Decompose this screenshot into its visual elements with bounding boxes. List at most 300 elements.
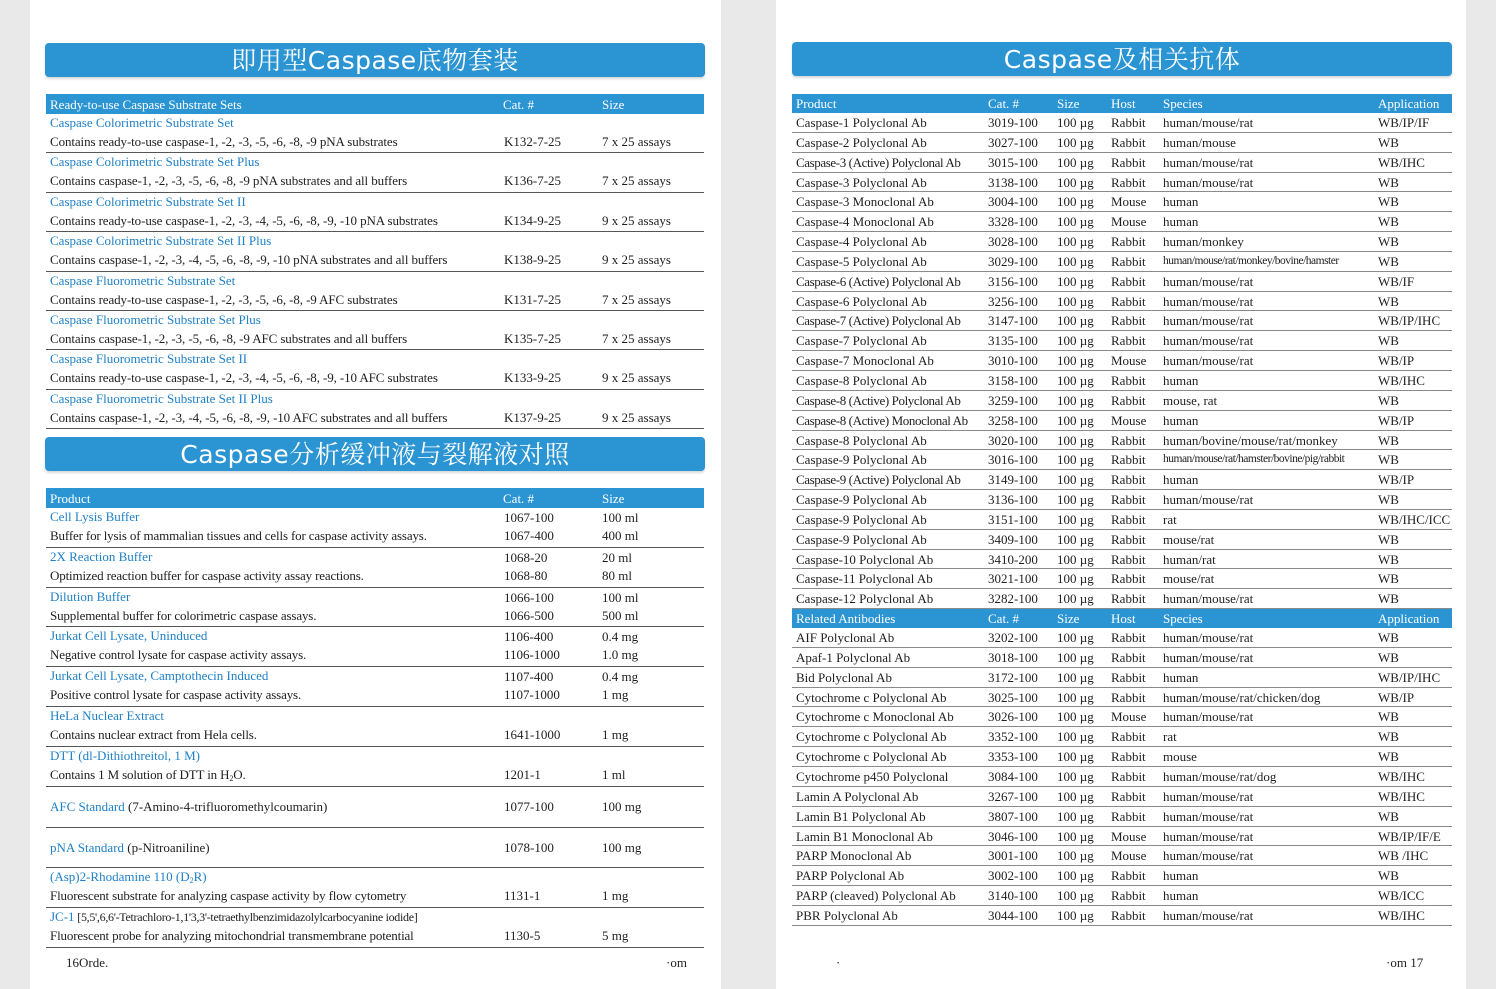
product-description: Contains ready-to-use caspase-1, -2, -3, -4, -5, -6, -8, -9, -10 pNA substrates	[50, 212, 438, 228]
cat-number: 1067-100	[504, 510, 554, 525]
cat-number: 3021-100	[988, 571, 1038, 587]
antibody-row	[792, 727, 1452, 747]
buffer-product-row	[46, 508, 704, 548]
species: mouse, rat	[1163, 392, 1218, 408]
product-name-link[interactable]: Caspase Colorimetric Substrate Set II Plus	[50, 233, 272, 249]
buffer-product-row	[46, 908, 704, 948]
size-value: 1 mg	[602, 687, 629, 702]
cat-number: 3156-100	[988, 273, 1038, 289]
cat-number: 3410-200	[988, 551, 1038, 567]
col-size: Size	[1057, 96, 1080, 111]
cat-number: 3259-100	[988, 392, 1038, 408]
cat-number: 3158-100	[988, 372, 1038, 388]
species: human/mouse	[1163, 134, 1236, 150]
host: Rabbit	[1111, 591, 1146, 607]
cat-number: 3027-100	[988, 134, 1038, 150]
size-value: 100 µg	[1057, 234, 1094, 250]
size-value: 100 µg	[1057, 372, 1094, 388]
host: Rabbit	[1111, 253, 1146, 269]
cat-number: K131-7-25	[504, 291, 562, 307]
product-name-link[interactable]	[50, 589, 130, 605]
species: human/mouse/rat	[1163, 313, 1254, 329]
antibody-name: Lamin A Polyclonal Ab	[796, 788, 919, 804]
size-value: 100 µg	[1057, 571, 1094, 587]
application: WB	[1378, 868, 1399, 884]
species: human	[1163, 412, 1199, 428]
size-value: 1.0 mg	[602, 647, 639, 662]
application: WB/IHC	[1378, 769, 1425, 784]
product-name-link[interactable]	[50, 748, 200, 764]
cat-number: K133-9-25	[504, 370, 562, 386]
col-product: Related Antibodies	[796, 611, 896, 627]
species: human/mouse/rat	[1163, 630, 1254, 646]
size-value: 100 µg	[1057, 253, 1094, 269]
antibody-name: Caspase-7 (Active) Polyclonal Ab	[796, 313, 961, 329]
description-text: Positive control lysate for caspase activity assays.	[50, 687, 302, 702]
application: WB	[1378, 452, 1399, 468]
species: rat	[1163, 511, 1177, 527]
antibody-name: Lamin B1 Monoclonal Ab	[796, 828, 933, 844]
product-name-link[interactable]	[50, 668, 268, 684]
antibody-name: Lamin B1 Polyclonal Ab	[796, 808, 926, 824]
species: human	[1163, 868, 1199, 884]
application: WB	[1378, 808, 1399, 824]
buffers-body	[46, 508, 704, 948]
antibody-name: Caspase-4 Polyclonal Ab	[796, 234, 927, 250]
antibody-row	[792, 212, 1452, 232]
cat-number: 1107-1000	[504, 687, 560, 702]
size-value: 9 x 25 assays	[602, 409, 671, 425]
antibody-name: Caspase-9 Polyclonal Ab	[796, 531, 927, 547]
size-value: 9 x 25 assays	[602, 252, 671, 268]
application: WB/IP/IHC	[1378, 669, 1441, 685]
host: Rabbit	[1111, 174, 1146, 190]
cat-number: 3140-100	[988, 888, 1038, 904]
substrate-set-row	[46, 193, 704, 232]
related-antibodies-header	[792, 609, 1452, 628]
species: human/mouse/rat	[1163, 828, 1254, 844]
species: human/mouse/rat	[1163, 848, 1254, 864]
description-text: Supplemental buffer for colorimetric caspase assays.	[50, 607, 317, 623]
antibody-row	[792, 906, 1452, 926]
cat-number: 3151-100	[988, 511, 1038, 527]
product-name-text: (Asp)2-Rhodamine 110 (D	[50, 868, 190, 884]
antibody-row	[792, 827, 1452, 847]
page-number-right: ·om 17	[1386, 955, 1424, 970]
size-value: 100 ml	[602, 510, 639, 525]
product-name-link[interactable]: Caspase Fluorometric Substrate Set II	[50, 351, 248, 367]
size-value: 100 µg	[1057, 749, 1094, 765]
buffer-product-row	[46, 707, 704, 747]
application: WB/IHC	[1378, 154, 1425, 170]
host: Rabbit	[1111, 749, 1146, 765]
species: mouse	[1163, 749, 1197, 765]
size-value: 100 µg	[1057, 511, 1094, 527]
substrate-set-row	[46, 350, 704, 389]
host: Rabbit	[1111, 571, 1146, 587]
antibody-row	[792, 787, 1452, 807]
application: WB	[1378, 333, 1399, 349]
host: Rabbit	[1111, 333, 1146, 349]
application: WB/IP/IHC	[1378, 313, 1441, 329]
host: Rabbit	[1111, 907, 1146, 923]
species: human	[1163, 214, 1199, 230]
size-value: 0.4 mg	[602, 669, 639, 684]
product-description	[50, 928, 414, 944]
cat-number: K132-7-25	[504, 134, 562, 149]
col-product: Product	[796, 96, 837, 111]
substrate-set-row	[46, 153, 704, 192]
product-description: Contains ready-to-use caspase-1, -2, -3, -5, -6, -8, -9 AFC substrates	[50, 291, 398, 307]
cat-number: 1641-1000	[504, 727, 561, 742]
cat-number: K136-7-25	[504, 173, 562, 189]
size-value: 100 µg	[1057, 412, 1094, 428]
size-value: 100 µg	[1057, 551, 1094, 567]
application: WB/IP/IF/E	[1378, 828, 1441, 844]
antibody-name: Apaf-1 Polyclonal Ab	[796, 649, 911, 665]
antibody-name: Caspase-1 Polyclonal Ab	[796, 115, 927, 130]
species: human/mouse/rat	[1163, 293, 1254, 309]
cat-number: 1131-1	[504, 887, 541, 903]
species: human	[1163, 888, 1199, 904]
host: Mouse	[1111, 848, 1147, 864]
application: WB	[1378, 234, 1399, 250]
substrate-set-row	[46, 114, 704, 153]
header-cat: Cat. #	[503, 97, 535, 112]
product-name-text: 2X Reaction Buffer	[50, 549, 153, 564]
cat-number: K137-9-25	[504, 409, 562, 425]
size-value: 7 x 25 assays	[602, 330, 671, 346]
species: human/mouse/rat	[1163, 273, 1254, 289]
antibody-row	[792, 173, 1452, 193]
cat-number: 3135-100	[988, 333, 1038, 349]
cat-number: 3004-100	[988, 194, 1038, 210]
antibody-name: Caspase-9 Polyclonal Ab	[796, 511, 927, 527]
product-description: Contains caspase-1, -2, -3, -4, -5, -6, -8, -9, -10 AFC substrates and all buffers	[50, 409, 448, 425]
cat-number: 3282-100	[988, 591, 1038, 607]
species: human	[1163, 472, 1199, 488]
product-description	[50, 568, 364, 584]
host: Rabbit	[1111, 551, 1146, 567]
product-name-link[interactable]	[50, 509, 139, 525]
product-name-link[interactable]: Caspase Fluorometric Substrate Set	[50, 272, 236, 288]
product-name-link[interactable]: Caspase Colorimetric Substrate Set	[50, 115, 234, 130]
product-name-link[interactable]	[50, 840, 210, 856]
size-value: 100 µg	[1057, 353, 1094, 369]
size-value: 100 µg	[1057, 154, 1094, 170]
size-value: 100 µg	[1057, 134, 1094, 150]
antibody-name: Caspase-6 Polyclonal Ab	[796, 293, 927, 309]
application: WB/IP	[1378, 353, 1415, 369]
product-description	[50, 687, 301, 703]
antibodies-table	[792, 94, 1452, 926]
species: mouse/rat	[1163, 571, 1215, 587]
application: WB/IP	[1378, 472, 1415, 488]
size-value: 0.4 mg	[602, 629, 639, 644]
substrate-set-row	[46, 311, 704, 350]
species: human/mouse/rat	[1163, 788, 1254, 804]
antibody-row	[792, 311, 1452, 331]
footer-left-right-page: ·	[836, 955, 841, 970]
species: human/monkey	[1163, 234, 1244, 250]
substrate-set-row	[46, 272, 704, 311]
product-name-text: Jurkat Cell Lysate, Camptothecin Induced	[50, 668, 269, 683]
host: Mouse	[1111, 828, 1147, 844]
size-value: 100 µg	[1057, 630, 1094, 646]
host: Mouse	[1111, 214, 1147, 230]
application: WB	[1378, 749, 1399, 765]
host: Rabbit	[1111, 511, 1146, 527]
product-name-detail: [5,5',6,6'-Tetrachloro-1,1'3,3'-tetraethylbenzimidazolylcarbocyanine iodide]	[74, 909, 418, 924]
header-product: Product	[50, 491, 91, 506]
host: Rabbit	[1111, 868, 1146, 884]
antibody-row	[792, 707, 1452, 727]
antibody-row	[792, 391, 1452, 411]
size-value: 9 x 25 assays	[602, 212, 671, 228]
cat-number: 3256-100	[988, 293, 1038, 309]
species: human/mouse/rat	[1163, 808, 1254, 824]
antibody-row	[792, 153, 1452, 173]
application: WB	[1378, 134, 1399, 150]
size-value: 7 x 25 assays	[602, 173, 671, 189]
antibody-row	[792, 490, 1452, 510]
host: Rabbit	[1111, 888, 1146, 904]
product-description	[50, 727, 257, 743]
left-page	[30, 0, 721, 989]
product-description: Contains caspase-1, -2, -3, -5, -6, -8, -9 AFC substrates and all buffers	[50, 330, 408, 346]
size-value: 7 x 25 assays	[602, 291, 671, 307]
col-application: Application	[1378, 611, 1440, 627]
related-antibodies-body	[792, 628, 1452, 926]
cat-number: 3002-100	[988, 868, 1038, 884]
application: WB	[1378, 729, 1399, 745]
antibody-name: Caspase-7 Monoclonal Ab	[796, 353, 934, 369]
species: human/mouse/rat	[1163, 492, 1254, 508]
application: WB	[1378, 531, 1399, 547]
antibody-name: Cytochrome c Polyclonal Ab	[796, 749, 947, 765]
antibody-name: Cytochrome c Polyclonal Ab	[796, 729, 947, 745]
antibody-row	[792, 767, 1452, 787]
product-name-link[interactable]	[50, 909, 417, 925]
header-product: Ready-to-use Caspase Substrate Sets	[50, 97, 242, 112]
cat-number: 3807-100	[988, 808, 1038, 824]
header-size: Size	[602, 491, 625, 506]
host: Rabbit	[1111, 432, 1146, 448]
host: Rabbit	[1111, 372, 1146, 388]
antibody-name: Caspase-3 (Active) Polyclonal Ab	[796, 154, 961, 170]
species: human/rat	[1163, 551, 1216, 567]
antibody-row	[792, 292, 1452, 312]
size-value: 100 mg	[602, 799, 642, 814]
size-value: 1 ml	[602, 767, 626, 782]
cat-number: 3018-100	[988, 649, 1038, 665]
antibody-row	[792, 470, 1452, 490]
size-value: 100 µg	[1057, 888, 1094, 904]
product-name-link[interactable]	[50, 869, 207, 885]
size-value: 100 µg	[1057, 531, 1094, 547]
cat-number: 1066-100	[504, 589, 554, 605]
antibody-row	[792, 371, 1452, 391]
size-value: 100 µg	[1057, 313, 1094, 329]
size-value: 100 µg	[1057, 115, 1094, 130]
host: Rabbit	[1111, 234, 1146, 250]
host: Mouse	[1111, 412, 1147, 428]
species: human/bovine/mouse/rat/monkey	[1163, 432, 1338, 448]
antibody-name: Caspase-2 Polyclonal Ab	[796, 134, 927, 150]
buffer-product-row	[46, 548, 704, 588]
cat-number: 3267-100	[988, 788, 1038, 804]
antibody-row	[792, 589, 1452, 609]
cat-number: 1077-100	[504, 799, 554, 814]
species: mouse/rat	[1163, 531, 1215, 547]
application: WB/IF	[1378, 273, 1415, 289]
host: Mouse	[1111, 709, 1147, 725]
antibody-name: Caspase-8 (Active) Monoclonal Ab	[796, 412, 968, 428]
size-value: 100 µg	[1057, 392, 1094, 408]
col-size: Size	[1057, 611, 1080, 627]
size-value: 100 µg	[1057, 848, 1094, 864]
antibody-name: Caspase-5 Polyclonal Ab	[796, 253, 927, 269]
cat-number: 3202-100	[988, 630, 1038, 646]
product-name-text: AFC Standard	[50, 799, 125, 814]
species: human/mouse/rat/monkey/bovine/hamster	[1163, 254, 1339, 267]
buffer-product-row	[46, 868, 704, 908]
size-value: 100 µg	[1057, 689, 1094, 705]
host: Rabbit	[1111, 293, 1146, 309]
antibody-name: Caspase-9 (Active) Polyclonal Ab	[796, 472, 961, 488]
size-value: 100 µg	[1057, 214, 1094, 230]
size-value: 100 µg	[1057, 868, 1094, 884]
antibody-name: PARP Monoclonal Ab	[796, 848, 912, 864]
size-value: 100 µg	[1057, 649, 1094, 665]
product-name-link[interactable]	[50, 708, 164, 724]
cat-number: 3029-100	[988, 253, 1038, 269]
antibodies-banner: Caspase及相关抗体	[792, 42, 1452, 76]
size-value: 100 µg	[1057, 788, 1094, 804]
host: Rabbit	[1111, 134, 1146, 150]
product-name-link[interactable]	[50, 628, 207, 644]
antibody-row	[792, 886, 1452, 906]
cat-number: K134-9-25	[504, 212, 562, 228]
antibody-name: PARP Polyclonal Ab	[796, 868, 905, 884]
antibody-row	[792, 846, 1452, 866]
buffers-banner: Caspase分析缓冲液与裂解液对照	[45, 437, 705, 471]
application: WB	[1378, 591, 1399, 607]
species: human	[1163, 194, 1199, 210]
species: human/mouse/rat	[1163, 154, 1254, 170]
product-name-link[interactable]: Caspase Colorimetric Substrate Set Plus	[50, 154, 260, 170]
species: human/mouse/rat/hamster/bovine/pig/rabbit	[1163, 453, 1345, 466]
application: WB/IHC	[1378, 907, 1425, 923]
species: human	[1163, 372, 1199, 388]
product-name-link[interactable]	[50, 799, 327, 815]
antibody-name: Cytochrome c Monoclonal Ab	[796, 709, 954, 725]
antibodies-body	[792, 113, 1452, 609]
antibody-name: Caspase-3 Polyclonal Ab	[796, 174, 927, 190]
size-value: 100 ml	[602, 589, 639, 605]
cat-number: 3010-100	[988, 353, 1038, 369]
size-value: 100 µg	[1057, 174, 1094, 190]
cat-number: 3258-100	[988, 412, 1038, 428]
size-value: 100 µg	[1057, 194, 1094, 210]
application: WB	[1378, 432, 1399, 448]
product-name-text: HeLa Nuclear Extract	[50, 708, 165, 723]
product-name-link[interactable]: Caspase Fluorometric Substrate Set II Plus	[50, 390, 273, 406]
cat-number: 3001-100	[988, 848, 1038, 864]
antibody-name: Caspase-8 Polyclonal Ab	[796, 372, 927, 388]
cat-number: 3353-100	[988, 749, 1038, 765]
antibody-name: Caspase-10 Polyclonal Ab	[796, 551, 934, 567]
antibody-row	[792, 648, 1452, 668]
product-description	[50, 608, 316, 624]
antibody-row	[792, 133, 1452, 153]
cat-number: 1201-1	[504, 767, 541, 782]
antibody-row	[792, 628, 1452, 648]
size-value: 100 µg	[1057, 591, 1094, 607]
host: Rabbit	[1111, 472, 1146, 488]
size-value: 1 mg	[602, 727, 629, 742]
antibodies-header	[792, 94, 1452, 113]
antibody-name: PARP (cleaved) Polyclonal Ab	[796, 888, 956, 904]
species: human/mouse/rat	[1163, 591, 1254, 607]
product-name-link[interactable]: Caspase Colorimetric Substrate Set II	[50, 193, 246, 209]
host: Rabbit	[1111, 630, 1146, 646]
cat-number: 3020-100	[988, 432, 1038, 448]
product-name-text: Dilution Buffer	[50, 588, 131, 604]
cat-number: 3147-100	[988, 313, 1038, 329]
buffers-header	[46, 488, 704, 508]
size-value: 100 µg	[1057, 729, 1094, 745]
host: Mouse	[1111, 194, 1147, 210]
host: Rabbit	[1111, 769, 1146, 784]
substrate-set-row	[46, 232, 704, 271]
host: Rabbit	[1111, 669, 1146, 685]
antibody-row	[792, 569, 1452, 589]
host: Rabbit	[1111, 531, 1146, 547]
antibody-name: Caspase-7 Polyclonal Ab	[796, 333, 927, 349]
cat-number: 3149-100	[988, 472, 1038, 488]
antibody-row	[792, 530, 1452, 550]
application: WB/IHC	[1378, 788, 1425, 804]
species: human/mouse/rat	[1163, 353, 1254, 369]
antibody-row	[792, 688, 1452, 708]
description-text: Contains nuclear extract from Hela cells.	[50, 727, 257, 742]
cat-number: K138-9-25	[504, 252, 562, 268]
cat-number: 1130-5	[504, 927, 541, 943]
host: Rabbit	[1111, 689, 1146, 705]
antibody-row	[792, 747, 1452, 767]
antibody-name: Caspase-9 Polyclonal Ab	[796, 452, 927, 468]
cat-number: 3026-100	[988, 709, 1038, 725]
antibody-row	[792, 252, 1452, 272]
cat-number: 1066-500	[504, 607, 554, 623]
product-name-text: Cell Lysis Buffer	[50, 509, 140, 524]
antibody-name: Cytochrome c Polyclonal Ab	[796, 689, 947, 705]
application: WB	[1378, 214, 1399, 230]
col-cat: Cat. #	[988, 611, 1020, 627]
species: human/mouse/rat	[1163, 115, 1254, 130]
cat-number: 3409-100	[988, 531, 1038, 547]
application: WB	[1378, 709, 1399, 725]
application: WB	[1378, 174, 1399, 190]
cat-number: 3028-100	[988, 234, 1038, 250]
product-description: Contains ready-to-use caspase-1, -2, -3, -4, -5, -6, -8, -9, -10 AFC substrates	[50, 370, 438, 386]
description-text: Fluorescent substrate for analyzing caspase activity by flow cytometry	[50, 887, 407, 903]
antibody-row	[792, 232, 1452, 252]
product-name-link[interactable]	[50, 549, 152, 565]
product-name-link[interactable]: Caspase Fluorometric Substrate Set Plus	[50, 311, 261, 327]
application: WB	[1378, 293, 1399, 309]
